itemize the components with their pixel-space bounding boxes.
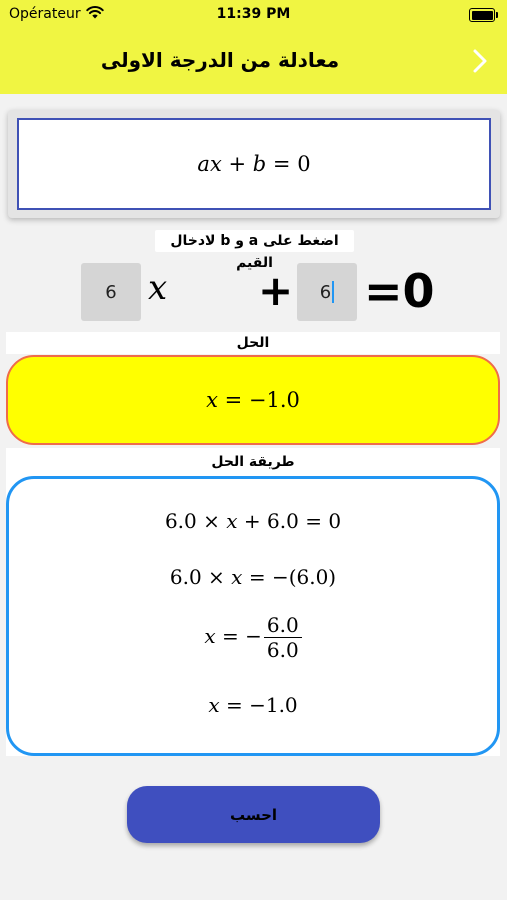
page-title: معادلة من الدرجة الاولى <box>100 48 340 72</box>
input-hint: اضغط على a و b لادخال القيم <box>155 230 354 252</box>
step1-variable: x <box>226 509 238 533</box>
app-header <box>0 0 507 94</box>
plus-operator: + <box>258 266 294 315</box>
solution-value: −1.0 <box>248 388 300 412</box>
coefficient-a-value: 6 <box>105 281 117 303</box>
solution-variable: x <box>206 388 218 412</box>
constant-b-symbol: b <box>252 152 267 176</box>
coefficient-b-input[interactable] <box>297 263 357 321</box>
step2-times: × <box>208 565 225 589</box>
equation-card <box>8 110 500 218</box>
method-panel <box>6 476 500 756</box>
step2-equals: = <box>248 565 266 589</box>
method-label: طريقة الحل <box>6 448 500 476</box>
step3-variable: x <box>204 624 216 648</box>
step2-variable: x <box>231 565 243 589</box>
status-bar <box>0 0 507 30</box>
rhs-zero: 0 <box>297 152 311 176</box>
equals-symbol: = <box>272 152 291 176</box>
calculate-button[interactable]: احسب <box>127 786 380 843</box>
step1-equals: = <box>305 509 322 533</box>
solution-result <box>6 355 500 445</box>
coefficient-a-symbol: a <box>197 152 210 176</box>
step3-equals: = <box>221 624 239 648</box>
step3-sign: − <box>245 624 262 648</box>
step1-rhs: 0 <box>328 509 342 533</box>
step1-times: × <box>203 509 220 533</box>
step1-constant: 6.0 <box>267 509 299 533</box>
solution-label: الحل <box>6 332 500 354</box>
step2-rhs: −(6.0) <box>271 565 337 589</box>
plus-symbol: + <box>228 152 247 176</box>
general-equation <box>17 118 491 210</box>
method-step-1 <box>9 509 497 533</box>
battery-icon <box>469 8 495 22</box>
variable-x-symbol: x <box>209 152 222 176</box>
method-step-2 <box>9 565 497 589</box>
step3-fraction <box>264 613 302 662</box>
chevron-right-icon[interactable] <box>468 48 492 74</box>
carrier-name: Opérateur <box>9 6 81 22</box>
coefficient-b-value: 6 <box>319 281 332 303</box>
step2-coefficient: 6.0 <box>169 565 202 589</box>
text-cursor <box>332 281 334 303</box>
coefficient-a-input[interactable] <box>81 263 141 321</box>
step1-plus: + <box>243 509 261 533</box>
step3-numerator: 6.0 <box>264 613 302 638</box>
status-time: 11:39 PM <box>216 6 291 22</box>
variable-x-label: x <box>148 268 168 308</box>
step4-value: −1.0 <box>249 693 298 717</box>
step3-denominator: 6.0 <box>266 638 299 662</box>
step1-coefficient: 6.0 <box>164 509 197 533</box>
method-step-3 <box>9 613 497 662</box>
method-step-4 <box>9 693 497 717</box>
solution-equals: = <box>224 388 243 412</box>
step4-variable: x <box>208 693 220 717</box>
step4-equals: = <box>225 693 243 717</box>
method-steps-box <box>6 476 500 756</box>
equals-zero-label: =0 <box>364 264 435 318</box>
